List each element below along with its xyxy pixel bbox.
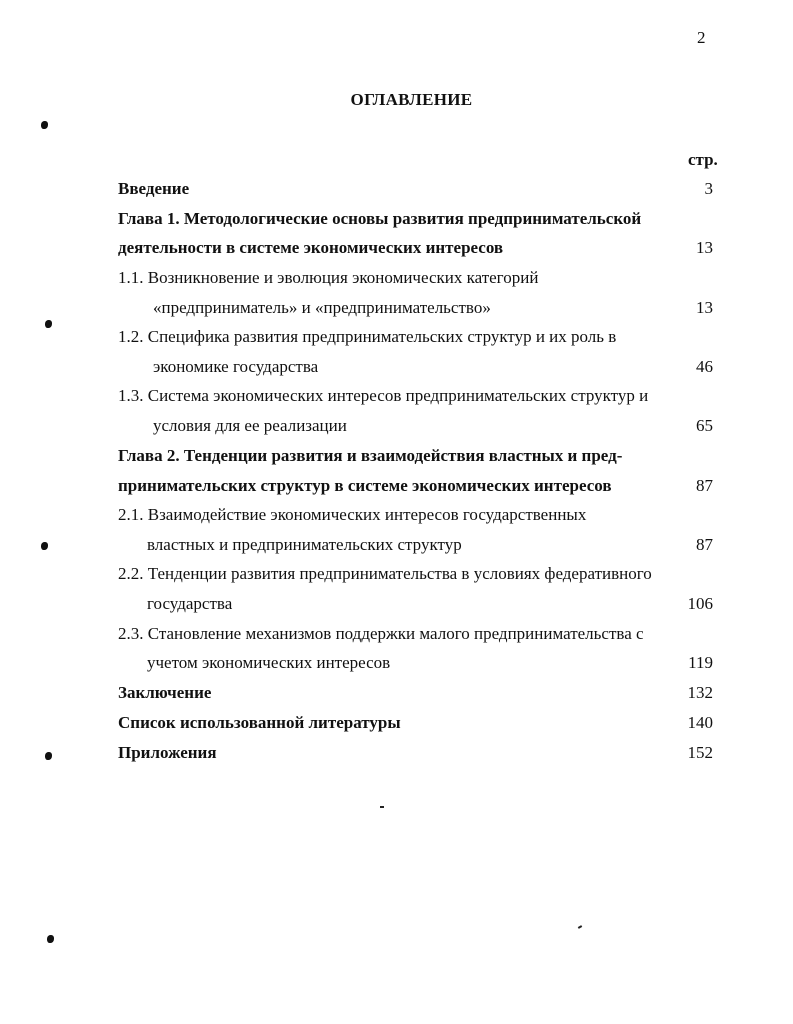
scan-speck bbox=[380, 806, 384, 808]
toc-chapter1-page: 13 bbox=[696, 238, 713, 257]
scan-mark bbox=[41, 121, 48, 129]
toc-section-1-1-page: 13 bbox=[696, 298, 713, 317]
toc-section-1-2-line1: 1.2. Специфика развития предпринимательских структур и их роль в bbox=[118, 327, 617, 346]
toc-chapter1-line2: деятельности в системе экономических интересов bbox=[118, 238, 504, 257]
toc-section-1-2-line2: экономике государства bbox=[153, 357, 319, 376]
toc-section-1-3-line2: условия для ее реализации bbox=[153, 416, 347, 435]
scan-mark bbox=[41, 542, 48, 550]
toc-section-2-3-line2: учетом экономических интересов bbox=[147, 653, 391, 672]
page-number: 2 bbox=[697, 28, 706, 47]
toc-intro-label: Введение bbox=[118, 179, 190, 198]
toc-chapter2-line2: принимательских структур в системе экономических интересов bbox=[118, 476, 612, 495]
scan-mark bbox=[47, 935, 54, 943]
toc-intro-page: 3 bbox=[704, 179, 713, 198]
scan-mark bbox=[45, 320, 52, 328]
toc-conclusion-page: 132 bbox=[687, 683, 713, 702]
toc-chapter1-line1: Глава 1. Методологические основы развития предпринимательской bbox=[118, 209, 642, 228]
toc-chapter2-page: 87 bbox=[696, 476, 713, 495]
toc-section-2-2-line1: 2.2. Тенденции развития предпринимательства в условиях федеративного bbox=[118, 564, 652, 583]
toc-section-1-1-line2: «предприниматель» и «предпринимательство» bbox=[153, 298, 491, 317]
toc-section-2-3-line1: 2.3. Становление механизмов поддержки малого предпринимательства с bbox=[118, 624, 644, 643]
toc-section-2-1-line1: 2.1. Взаимодействие экономических интересов государственных bbox=[118, 505, 587, 524]
toc-appendices-page: 152 bbox=[687, 743, 713, 762]
toc-section-2-1-page: 87 bbox=[696, 535, 713, 554]
toc-section-1-2-page: 46 bbox=[696, 357, 713, 376]
toc-section-1-3-line1: 1.3. Система экономических интересов предпринимательских структур и bbox=[118, 386, 649, 405]
toc-chapter2-line1: Глава 2. Тенденции развития и взаимодействия властных и пред- bbox=[118, 446, 623, 465]
toc-section-2-2-page: 106 bbox=[687, 594, 713, 613]
toc-section-2-2-line2: государства bbox=[147, 594, 233, 613]
toc-references-label: Список использованной литературы bbox=[118, 713, 401, 732]
toc-references-page: 140 bbox=[687, 713, 713, 732]
pages-column-header: стр. bbox=[688, 150, 718, 169]
scan-mark bbox=[45, 752, 52, 760]
toc-section-1-1-line1: 1.1. Возникновение и эволюция экономических категорий bbox=[118, 268, 539, 287]
scan-speck bbox=[578, 925, 582, 929]
page-title: ОГЛАВЛЕНИЕ bbox=[350, 90, 473, 109]
toc-appendices-label: Приложения bbox=[118, 743, 217, 762]
toc-section-2-3-page: 119 bbox=[688, 653, 713, 672]
toc-section-2-1-line2: властных и предпринимательских структур bbox=[147, 535, 462, 554]
toc-conclusion-label: Заключение bbox=[118, 683, 212, 702]
toc-section-1-3-page: 65 bbox=[696, 416, 713, 435]
